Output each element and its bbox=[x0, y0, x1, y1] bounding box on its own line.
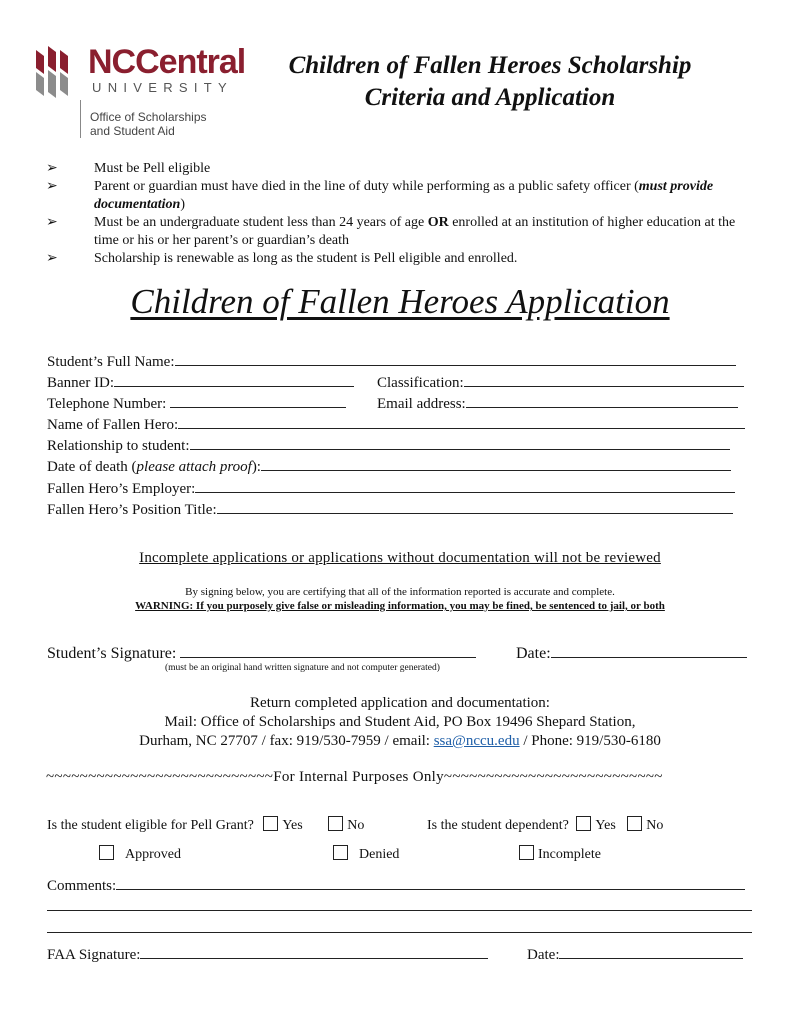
banner-id-field[interactable]: Banner ID: bbox=[47, 372, 354, 393]
logo-wordmark: NCCentral bbox=[88, 43, 246, 81]
position-title-field[interactable]: Fallen Hero’s Position Title: bbox=[47, 499, 733, 520]
fallen-hero-name-field[interactable]: Name of Fallen Hero: bbox=[47, 414, 745, 435]
date-of-death-field[interactable]: Date of death (please attach proof): bbox=[47, 456, 731, 477]
dependent-yes-checkbox[interactable] bbox=[576, 816, 591, 831]
faa-date-field[interactable]: Date: bbox=[527, 944, 743, 965]
certify-text: By signing below, you are certifying that all of the information reported is accurate and complete. bbox=[185, 586, 615, 598]
relationship-field[interactable]: Relationship to student: bbox=[47, 435, 730, 456]
criteria-item: ➢ Parent or guardian must have died in the line of duty while performing as a public safety officer (must provide documentation) bbox=[46, 179, 714, 212]
comments-line[interactable] bbox=[47, 910, 752, 911]
signature-note: (must be an original hand written signature and not computer generated) bbox=[165, 663, 440, 673]
signature-date-field[interactable]: Date: bbox=[516, 643, 747, 663]
incomplete-notice: Incomplete applications or applications without documentation will not be reviewed bbox=[139, 550, 661, 566]
approved-checkbox[interactable] bbox=[99, 845, 114, 860]
employer-field[interactable]: Fallen Hero’s Employer: bbox=[47, 478, 735, 499]
criteria-item: ➢ Must be an undergraduate student less than 24 years of age OR enrolled at an institution of higher education at the time or his or her parent’s or guardian’s death bbox=[46, 215, 736, 248]
incomplete-checkbox[interactable] bbox=[519, 845, 534, 860]
dependent-no-checkbox[interactable] bbox=[627, 816, 642, 831]
nccu-logo-icon bbox=[36, 46, 70, 98]
comments-field[interactable]: Comments: bbox=[47, 875, 745, 896]
comments-line[interactable] bbox=[47, 932, 752, 933]
student-signature-field[interactable]: Student’s Signature: bbox=[47, 643, 476, 663]
faa-signature-field[interactable]: FAA Signature: bbox=[47, 944, 488, 965]
email-link[interactable]: ssa@nccu.edu bbox=[433, 733, 520, 749]
telephone-field[interactable]: Telephone Number: bbox=[47, 393, 346, 414]
classification-field[interactable]: Classification: bbox=[377, 372, 744, 393]
pell-no-checkbox[interactable] bbox=[328, 816, 343, 831]
denied-checkbox[interactable] bbox=[333, 845, 348, 860]
criteria-item: ➢ Must be Pell eligible bbox=[46, 161, 211, 176]
page-title: Children of Fallen Heroes Scholarship Criteria and Application bbox=[288, 52, 692, 111]
email-field[interactable]: Email address: bbox=[377, 393, 738, 414]
dependent-question-row: Is the student dependent? Yes No bbox=[427, 818, 664, 833]
approved-option[interactable]: Approved bbox=[93, 845, 181, 863]
return-instructions: Return completed application and documentation: Mail: Office of Scholarships and Student Aid, PO Box 19496 Shepard Station, Durham, NC 27707 / fax: 919/530-7959 / email: ssa@nccu.edu / Phone: 919/530-6180 bbox=[139, 695, 661, 749]
arrow-bullet-icon: ➢ bbox=[46, 251, 58, 266]
full-name-field[interactable]: Student’s Full Name: bbox=[47, 351, 736, 372]
warning-text: WARNING: If you purposely give false or misleading information, you may be fined, be sentenced to jail, or both bbox=[135, 600, 665, 612]
application-title: Children of Fallen Heroes Application bbox=[130, 282, 670, 321]
logo-office-name: Office of Scholarships and Student Aid bbox=[90, 110, 207, 138]
logo-divider bbox=[80, 100, 81, 138]
incomplete-option[interactable]: Incomplete bbox=[513, 845, 601, 863]
logo-university: UNIVERSITY bbox=[92, 80, 234, 95]
internal-use-banner: ~~~~~~~~~~~~~~~~~~~~~~~~~~~For Internal Purposes Only~~~~~~~~~~~~~~~~~~~~~~~~~~ bbox=[46, 769, 663, 785]
criteria-list bbox=[46, 160, 736, 268]
arrow-bullet-icon: ➢ bbox=[46, 215, 58, 230]
arrow-bullet-icon: ➢ bbox=[46, 161, 58, 176]
denied-option[interactable]: Denied bbox=[327, 845, 399, 863]
arrow-bullet-icon: ➢ bbox=[46, 179, 58, 194]
criteria-item: ➢ Scholarship is renewable as long as the student is Pell eligible and enrolled. bbox=[46, 251, 518, 266]
pell-yes-checkbox[interactable] bbox=[263, 816, 278, 831]
pell-question-row: Is the student eligible for Pell Grant? Yes No bbox=[47, 818, 365, 833]
